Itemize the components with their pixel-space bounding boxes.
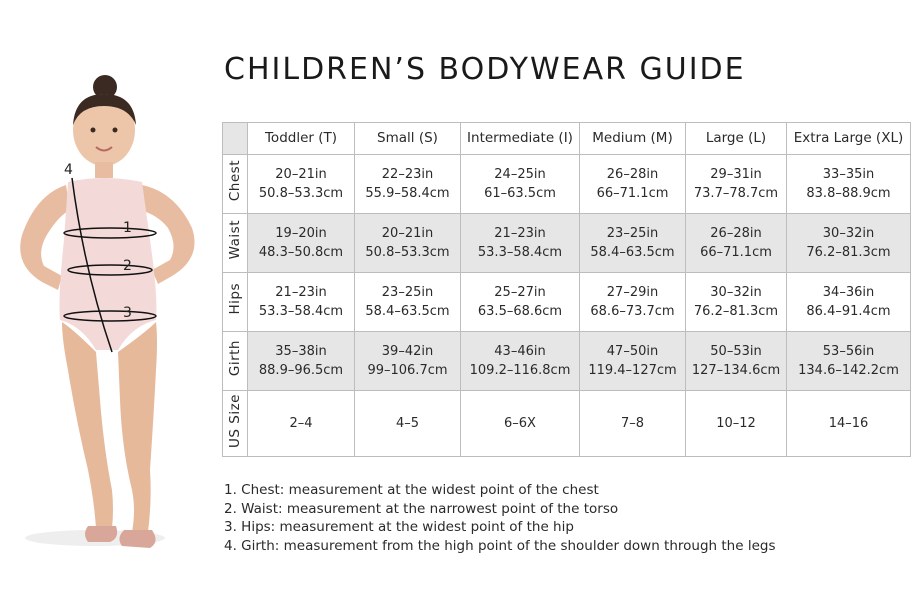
table-cell <box>580 332 686 391</box>
cell-secondary-value: 58.4–63.5cm <box>365 304 450 319</box>
column-header: Intermediate (I) <box>461 123 580 155</box>
table-row <box>223 214 911 273</box>
table-cell <box>248 214 355 273</box>
table-cell <box>686 332 787 391</box>
cell-primary-value: 34–36in <box>822 285 875 300</box>
row-header-label: Waist <box>226 220 243 260</box>
table-cell <box>248 155 355 214</box>
cell-primary-value: 47–50in <box>606 344 659 359</box>
table-row <box>223 155 911 214</box>
cell-primary-value: 20–21in <box>275 167 327 182</box>
right-shoe <box>119 530 155 548</box>
cell-primary-value: 25–27in <box>494 285 546 300</box>
cell-secondary-value: 88.9–96.5cm <box>258 363 344 378</box>
cell-secondary-value: 127–134.6cm <box>691 363 781 378</box>
table-row <box>223 273 911 332</box>
table-cell <box>248 332 355 391</box>
page-title: CHILDREN’S BODYWEAR GUIDE <box>224 52 746 87</box>
size-table <box>222 122 911 457</box>
table-cell <box>461 214 580 273</box>
table-header-row <box>223 123 911 155</box>
row-header <box>223 214 248 273</box>
left-shoe <box>85 526 117 542</box>
table-row <box>223 332 911 391</box>
cell-primary-value: 33–35in <box>822 167 875 182</box>
cell-secondary-value: 99–106.7cm <box>367 363 448 378</box>
cell-primary-value: 7–8 <box>620 416 645 431</box>
table-cell <box>355 332 461 391</box>
row-header <box>223 155 248 214</box>
cell-secondary-value: 50.8–53.3cm <box>258 186 344 201</box>
cell-primary-value: 2–4 <box>289 416 313 431</box>
table-cell <box>355 273 461 332</box>
table-cell <box>355 155 461 214</box>
column-header: Small (S) <box>355 123 461 155</box>
waist-label: 2 <box>123 258 132 274</box>
cell-primary-value: 23–25in <box>606 226 659 241</box>
row-header-label: Girth <box>226 339 243 377</box>
cell-primary-value: 6–6X <box>504 416 536 431</box>
cell-secondary-value: 134.6–142.2cm <box>798 363 899 378</box>
row-header <box>223 391 248 457</box>
table-row <box>223 391 911 457</box>
cell-primary-value: 10–12 <box>716 416 756 431</box>
cell-primary-value: 20–21in <box>381 226 434 241</box>
table-cell <box>686 273 787 332</box>
note-girth: 4. Girth: measurement from the high point of the shoulder down through the legs <box>224 537 776 554</box>
cell-primary-value: 27–29in <box>606 285 659 300</box>
table-cell <box>355 214 461 273</box>
note-hips: 3. Hips: measurement at the widest point of the hip <box>224 519 574 535</box>
table-cell <box>248 391 355 457</box>
cell-primary-value: 21–23in <box>275 285 327 300</box>
girth-label: 4 <box>64 162 73 178</box>
cell-primary-value: 30–32in <box>710 285 762 300</box>
cell-primary-value: 50–53in <box>710 344 762 359</box>
table-cell <box>686 155 787 214</box>
cell-secondary-value: 61–63.5cm <box>484 186 556 201</box>
cell-primary-value: 14–16 <box>828 416 869 431</box>
table-cell <box>461 332 580 391</box>
cell-secondary-value: 119.4–127cm <box>588 363 677 378</box>
column-header: Medium (M) <box>580 123 686 155</box>
table-corner-cell <box>223 123 248 155</box>
child-measurement-figure <box>0 70 220 570</box>
table-cell <box>787 214 911 273</box>
cell-secondary-value: 50.8–53.3cm <box>365 245 450 260</box>
cell-primary-value: 26–28in <box>606 167 659 182</box>
cell-primary-value: 19–20in <box>275 226 327 241</box>
cell-primary-value: 29–31in <box>710 167 762 182</box>
column-header: Extra Large (XL) <box>787 123 911 155</box>
column-header: Large (L) <box>686 123 787 155</box>
cell-secondary-value: 66–71.1cm <box>596 186 669 201</box>
table-cell <box>461 155 580 214</box>
leotard <box>60 178 157 350</box>
table-cell <box>355 391 461 457</box>
table-cell <box>686 391 787 457</box>
cell-secondary-value: 63.5–68.6cm <box>477 304 563 319</box>
cell-secondary-value: 66–71.1cm <box>700 245 772 260</box>
table-cell <box>248 273 355 332</box>
chest-label: 1 <box>123 220 132 236</box>
measurement-notes <box>224 481 775 555</box>
table-cell <box>787 332 911 391</box>
cell-secondary-value: 86.4–91.4cm <box>806 304 891 319</box>
table-cell <box>580 273 686 332</box>
table-body <box>223 155 911 457</box>
neck <box>95 162 113 178</box>
cell-primary-value: 30–32in <box>822 226 875 241</box>
cell-secondary-value: 73.7–78.7cm <box>693 186 779 201</box>
cell-secondary-value: 83.8–88.9cm <box>806 186 891 201</box>
hips-label: 3 <box>123 305 132 321</box>
cell-secondary-value: 48.3–50.8cm <box>258 245 344 260</box>
column-header: Toddler (T) <box>248 123 355 155</box>
table-cell <box>787 391 911 457</box>
row-header-label: Hips <box>226 283 243 315</box>
row-header-label: US Size <box>226 393 243 448</box>
table-cell <box>686 214 787 273</box>
row-header <box>223 273 248 332</box>
table-cell <box>461 391 580 457</box>
right-leg <box>118 322 157 532</box>
cell-secondary-value: 76.2–81.3cm <box>806 245 891 260</box>
cell-primary-value: 39–42in <box>381 344 434 359</box>
cell-secondary-value: 109.2–116.8cm <box>469 363 571 378</box>
cell-secondary-value: 58.4–63.5cm <box>590 245 675 260</box>
cell-primary-value: 24–25in <box>494 167 546 182</box>
note-chest: 1. Chest: measurement at the widest point of the chest <box>224 482 599 498</box>
cell-primary-value: 26–28in <box>710 226 762 241</box>
cell-secondary-value: 55.9–58.4cm <box>365 186 450 201</box>
table-cell <box>787 273 911 332</box>
cell-primary-value: 23–25in <box>381 285 434 300</box>
cell-primary-value: 43–46in <box>494 344 546 359</box>
cell-primary-value: 22–23in <box>381 167 434 182</box>
row-header-label: Chest <box>226 160 243 202</box>
cell-secondary-value: 53.3–58.4cm <box>477 245 563 260</box>
cell-primary-value: 53–56in <box>822 344 875 359</box>
cell-primary-value: 35–38in <box>275 344 327 359</box>
cell-primary-value: 4–5 <box>395 416 420 431</box>
left-leg <box>62 322 113 528</box>
table-cell <box>580 214 686 273</box>
table-cell <box>461 273 580 332</box>
cell-secondary-value: 68.6–73.7cm <box>590 304 675 319</box>
table-cell <box>580 155 686 214</box>
row-header <box>223 332 248 391</box>
table-cell <box>787 155 911 214</box>
note-waist: 2. Waist: measurement at the narrowest point of the torso <box>224 500 619 517</box>
cell-secondary-value: 53.3–58.4cm <box>258 304 344 319</box>
cell-secondary-value: 76.2–81.3cm <box>693 304 779 319</box>
table-cell <box>580 391 686 457</box>
cell-primary-value: 21–23in <box>494 226 546 241</box>
